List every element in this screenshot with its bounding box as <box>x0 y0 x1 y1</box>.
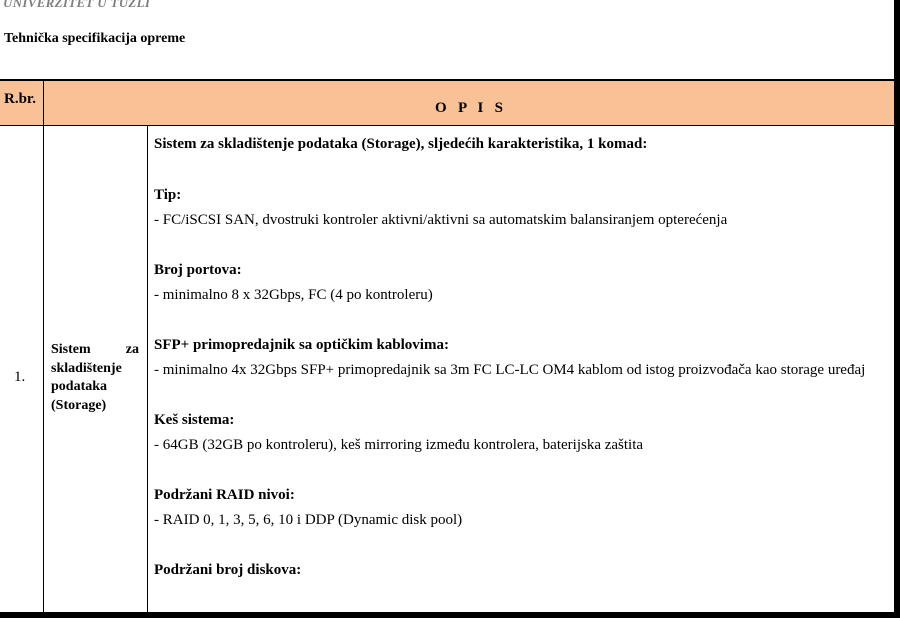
spec-section-line: - RAID 0, 1, 3, 5, 6, 10 i DDP (Dynamic disk pool) <box>154 512 463 528</box>
description-intro: Sistem za skladištenje podataka (Storage), sljedećih karakteristika, 1 komad: <box>154 136 648 152</box>
spec-section <box>154 185 894 229</box>
table-column-divider <box>43 81 44 612</box>
table-header-row <box>0 81 894 125</box>
spec-section-title: Broj portova: <box>154 262 242 278</box>
column-header-number: R.br. <box>4 91 36 107</box>
item-description <box>154 134 894 580</box>
specification-sections <box>154 185 894 580</box>
spec-section-title: Tip: <box>154 187 182 203</box>
spec-section-line: - minimalno 4x 32Gbps SFP+ primopredajnik sa 3m FC LC-LC OM4 kablom od istog proizvođača kao storage uređaj <box>154 362 866 378</box>
spec-section-line: - FC/iSCSI SAN, dvostruki kontroler aktivni/aktivni sa automatskim balansiranjem opterećenja <box>154 212 728 228</box>
spec-section <box>154 260 894 304</box>
document-title: Tehnička specifikacija opreme <box>4 31 186 46</box>
item-name: Sistem za skladištenje podataka (Storage) <box>51 342 139 413</box>
spec-section-title: Podržani broj diskova: <box>154 562 302 578</box>
column-header-description: O P I S <box>435 100 503 116</box>
organization-name: UNIVERZITET U TUZLI <box>3 0 151 10</box>
table-column-divider <box>147 126 148 612</box>
spec-section-line: - 64GB (32GB po kontroleru), keš mirroring između kontrolera, baterijska zaštita <box>154 437 644 453</box>
spec-section-title: Podržani RAID nivoi: <box>154 487 295 503</box>
spec-section <box>154 560 894 580</box>
spec-section <box>154 485 894 529</box>
spec-section <box>154 410 894 454</box>
table-header-bottom-border <box>0 125 894 126</box>
spec-section <box>154 335 894 379</box>
row-number: 1. <box>14 369 26 385</box>
spec-section-title: Keš sistema: <box>154 412 235 428</box>
spec-section-line: - minimalno 8 x 32Gbps, FC (4 po kontroleru) <box>154 287 433 303</box>
spec-section-title: SFP+ primopredajnik sa optičkim kablovima: <box>154 337 449 353</box>
